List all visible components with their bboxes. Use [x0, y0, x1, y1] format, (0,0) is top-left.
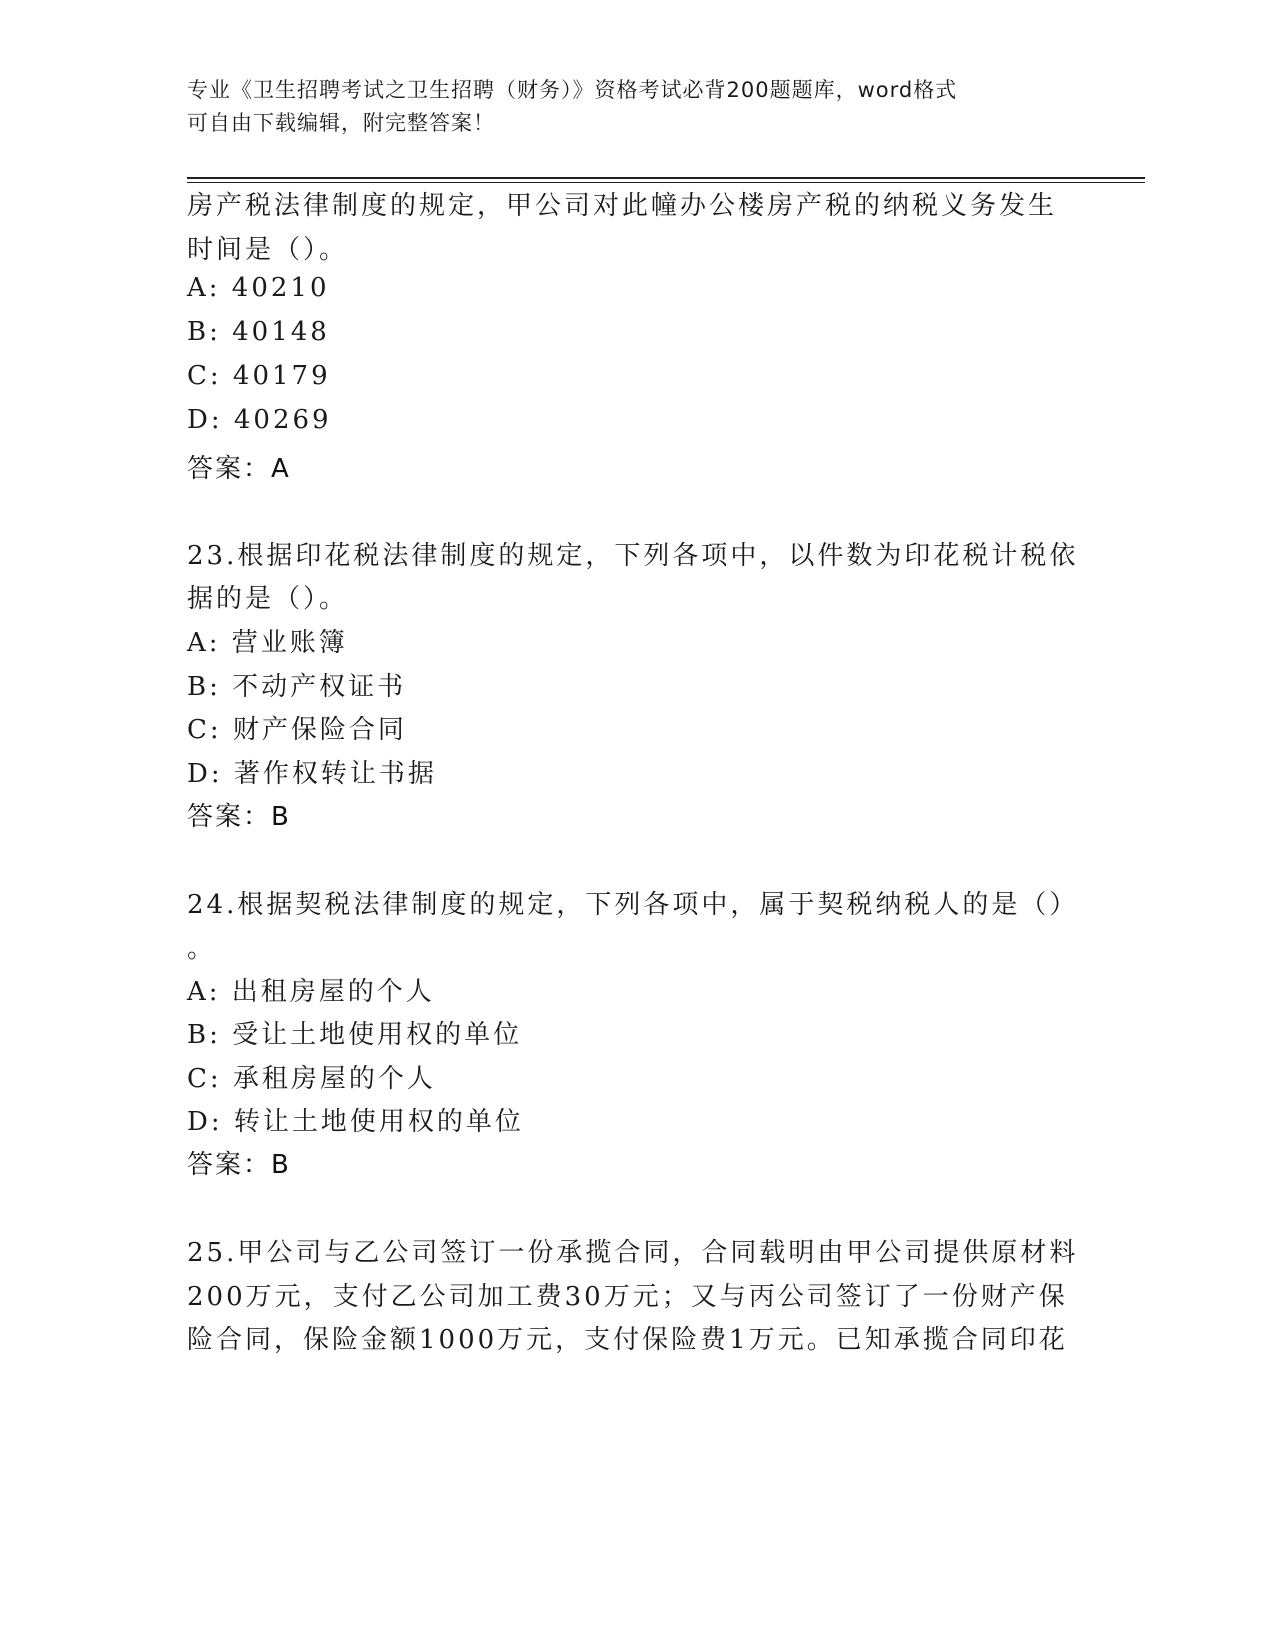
q22-option-c: C: 40179: [187, 361, 331, 391]
q22-option-d: D: 40269: [187, 405, 332, 435]
header-divider-thick: [187, 177, 1145, 179]
header-line-2: 可自由下载编辑，附完整答案！: [187, 111, 495, 135]
q23-text-line-1: 23.根据印花税法律制度的规定，下列各项中，以件数为印花税计税依: [187, 541, 1079, 571]
header-divider-thin: [187, 182, 1145, 183]
q22-text-line-2: 时间是（）。: [187, 235, 349, 265]
q23-option-c: C: 财产保险合同: [187, 715, 407, 745]
header-line-1: 专业《卫生招聘考试之卫生招聘（财务）》资格考试必背200题题库，word格式: [187, 78, 958, 102]
q24-answer: 答案：B: [187, 1150, 291, 1180]
document-header: [187, 74, 1087, 140]
q23-answer: 答案：B: [187, 802, 291, 832]
q22-option-a: A: 40210: [187, 273, 330, 303]
q24-option-b: B: 受让土地使用权的单位: [187, 1020, 523, 1050]
q24-option-d: D: 转让土地使用权的单位: [187, 1107, 524, 1137]
q23-option-d: D: 著作权转让书据: [187, 759, 437, 789]
q22-option-b: B: 40148: [187, 317, 330, 347]
q24-text-line-2: 。: [187, 934, 217, 964]
q25-text-line-3: 险合同，保险金额1000万元，支付保险费1万元。已知承揽合同印花: [187, 1325, 1068, 1355]
q23-option-a: A: 营业账簿: [187, 628, 348, 658]
q24-text-line-1: 24.根据契税法律制度的规定，下列各项中，属于契税纳税人的是（）: [187, 890, 1079, 920]
q24-option-c: C: 承租房屋的个人: [187, 1064, 436, 1094]
q22-text-line-1: 房产税法律制度的规定，甲公司对此幢办公楼房产税的纳税义务发生: [187, 191, 1058, 221]
q23-option-b: B: 不动产权证书: [187, 672, 407, 702]
q25-text-line-2: 200万元，支付乙公司加工费30万元；又与丙公司签订了一份财产保: [187, 1282, 1068, 1312]
q22-answer: 答案：A: [187, 454, 291, 484]
q25-text-line-1: 25.甲公司与乙公司签订一份承揽合同，合同载明由甲公司提供原材料: [187, 1238, 1079, 1268]
q24-option-a: A: 出租房屋的个人: [187, 977, 435, 1007]
q23-text-line-2: 据的是（）。: [187, 584, 349, 614]
